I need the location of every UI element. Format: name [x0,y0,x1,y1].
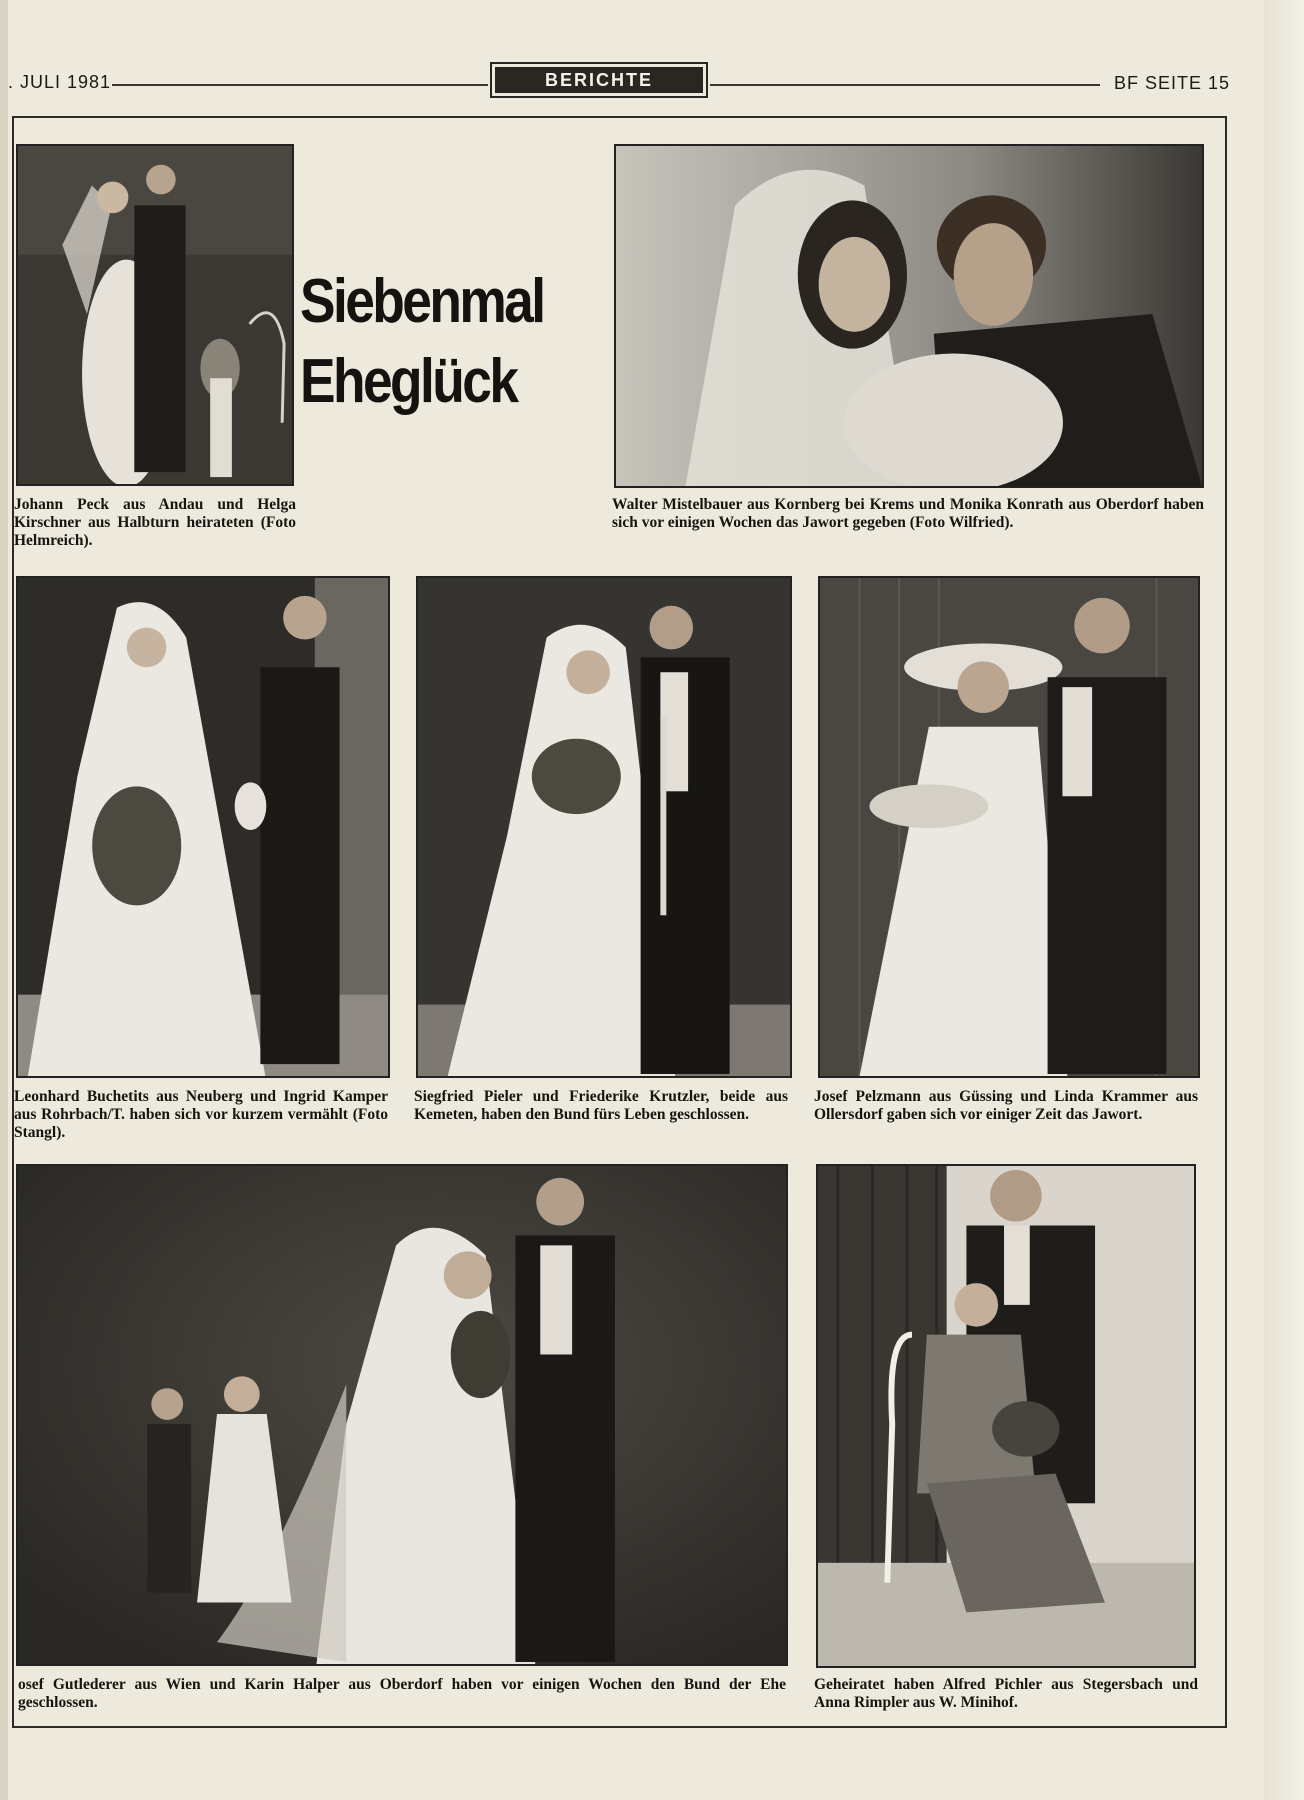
wedding-photo-4 [416,576,792,1078]
page-title [300,262,558,422]
wedding-photo-3 [16,576,390,1078]
issue-date: . JULI 1981 [8,72,112,92]
page-right-margin [1264,0,1304,1800]
wedding-photo-6 [16,1164,788,1666]
header-rule-right [710,84,1100,86]
caption-photo-5: Josef Pelzmann aus Güssing und Linda Krammer aus Ollersdorf gaben sich vor einiger Zeit das Jawort. [814,1088,1198,1123]
caption-photo-4: Siegfried Pieler und Friederike Krutzler, beide aus Kemeten, haben den Bund fürs Leben geschlossen. [414,1088,788,1123]
wedding-photo-7 [816,1164,1196,1668]
wedding-photo-5 [818,576,1200,1078]
page-binding-edge [0,0,8,1800]
caption-photo-2: Walter Mistelbauer aus Kornberg bei Krems und Monika Konrath aus Oberdorf haben sich vor einigen Wochen das Jawort gegeben (Foto Wilfried). [612,496,1204,531]
title-line-1: Siebenmal [300,267,544,336]
wedding-photo-2 [614,144,1204,488]
caption-photo-1: Johann Peck aus Andau und Helga Kirschner aus Halbturn heirateten (Foto Helmreich). [14,496,296,549]
caption-photo-7: Geheiratet haben Alfred Pichler aus Stegersbach und Anna Rimpler aus W. Minihof. [814,1676,1198,1711]
section-badge [490,62,708,98]
page-number: BF SEITE 15 [1113,73,1230,93]
wedding-photo-1 [16,144,294,486]
title-line-2: Eheglück [300,347,517,416]
caption-photo-3: Leonhard Buchetits aus Neuberg und Ingrid Kamper aus Rohrbach/T. haben sich vor kurzem vermählt (Foto Stangl). [14,1088,388,1141]
header-rule-left [112,84,488,86]
section-label: BERICHTE [495,67,703,93]
caption-photo-6: osef Gutlederer aus Wien und Karin Halper aus Oberdorf haben vor einigen Wochen den Bund der Ehe geschlossen. [18,1676,786,1711]
